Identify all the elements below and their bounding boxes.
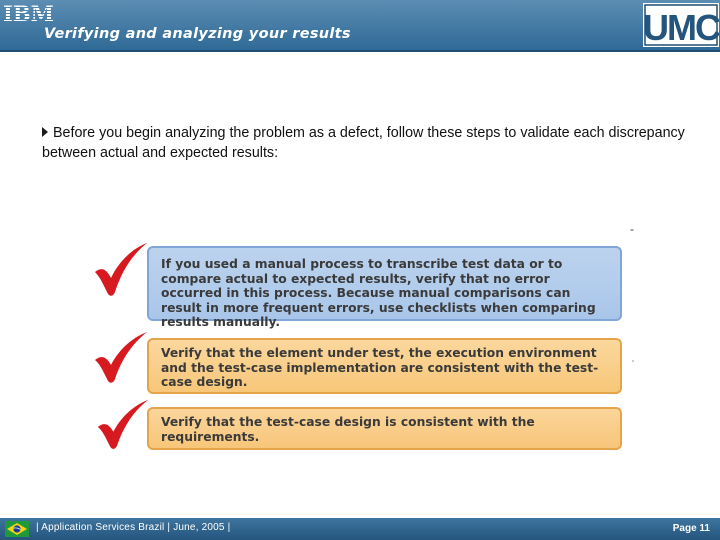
stray-dot-mark xyxy=(632,360,634,362)
umc-logo-icon xyxy=(643,3,719,47)
step-text: Verify that the element under test, the execution environment and the test-case implementation are consistent with the test-case design. xyxy=(161,346,599,389)
step-text: Verify that the test-case design is consistent with the requirements. xyxy=(161,415,535,444)
brazil-flag-icon xyxy=(5,521,29,537)
bullet-arrow-icon xyxy=(42,127,48,137)
step-box-element-consistency xyxy=(147,338,622,394)
stray-dash-mark: - xyxy=(630,222,634,236)
footer-text: | Application Services Brazil | June, 2005 | xyxy=(36,522,231,533)
check-mark-icon xyxy=(94,398,152,454)
svg-text:UMC: UMC xyxy=(643,7,719,47)
slide-header xyxy=(0,0,720,52)
intro-paragraph xyxy=(42,123,692,163)
step-text: If you used a manual process to transcribe test data or to compare actual to expected results, verify that no error occurred in this process. Because manual comparisons can result in more frequent errors, use checklists when comparing results manually. xyxy=(161,257,596,329)
step-box-requirements xyxy=(147,407,622,450)
svg-text:IBM: IBM xyxy=(3,2,54,24)
check-mark-icon xyxy=(91,240,151,302)
intro-text: Before you begin analyzing the problem as a defect, follow these steps to validate each discrepancy between actual and expected results: xyxy=(42,125,685,161)
step-box-manual-process xyxy=(147,246,622,329)
check-mark-icon xyxy=(91,330,151,388)
slide-footer xyxy=(0,518,720,540)
page-number: Page 11 xyxy=(672,523,710,534)
page-title: Verifying and analyzing your results xyxy=(44,26,351,42)
ibm-logo-icon xyxy=(3,2,59,24)
